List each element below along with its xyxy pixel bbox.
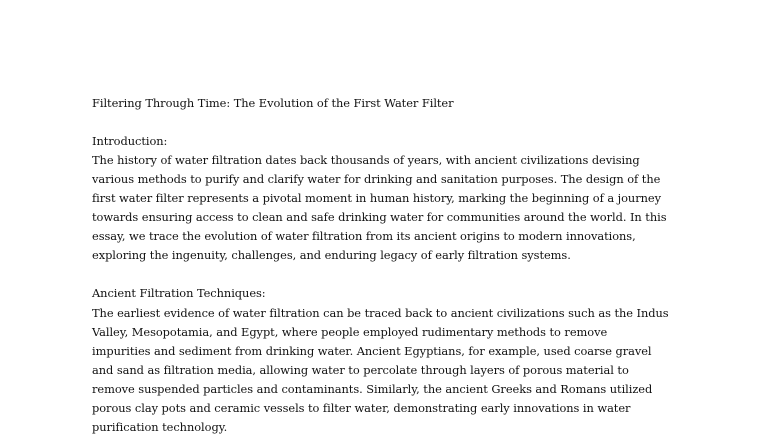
paragraph-line: various methods to purify and clarify water for drinking and sanitation purposes. The design of the	[92, 172, 661, 187]
paragraph-line: Valley, Mesopotamia, and Egypt, where people employed rudimentary methods to remove	[92, 324, 608, 339]
paragraph-line: exploring the ingenuity, challenges, and enduring legacy of early filtration systems.	[92, 248, 571, 263]
paragraph-line: towards ensuring access to clean and safe drinking water for communities around the world. In this	[92, 210, 667, 225]
paragraph-line: first water filter represents a pivotal moment in human history, marking the beginning of a journey	[92, 191, 661, 206]
blank-line	[92, 113, 712, 132]
paragraph-line: The history of water filtration dates back thousands of years, with ancient civilizations devising	[92, 153, 640, 168]
paragraph-line: The earliest evidence of water filtration can be traced back to ancient civilizations such as the Indus	[92, 305, 669, 320]
document-title: Filtering Through Time: The Evolution of the First Water Filter	[92, 96, 454, 110]
paragraph-line: and sand as filtration media, allowing water to percolate through layers of porous material to	[92, 362, 629, 377]
paragraph-line: remove suspended particles and contaminants. Similarly, the ancient Greeks and Romans utilized	[92, 381, 653, 396]
section-heading-introduction: Introduction:	[92, 134, 168, 149]
document-body	[92, 94, 712, 437]
paragraph-line: porous clay pots and ceramic vessels to filter water, demonstrating early innovations in water	[92, 400, 631, 415]
blank-line	[92, 265, 712, 284]
section-heading-ancient-filtration: Ancient Filtration Techniques:	[92, 286, 266, 301]
paragraph-line: purification technology.	[92, 419, 228, 434]
paragraph-line: essay, we trace the evolution of water filtration from its ancient origins to modern innovations,	[92, 229, 636, 244]
paragraph-line: impurities and sediment from drinking water. Ancient Egyptians, for example, used coarse gravel	[92, 343, 652, 358]
